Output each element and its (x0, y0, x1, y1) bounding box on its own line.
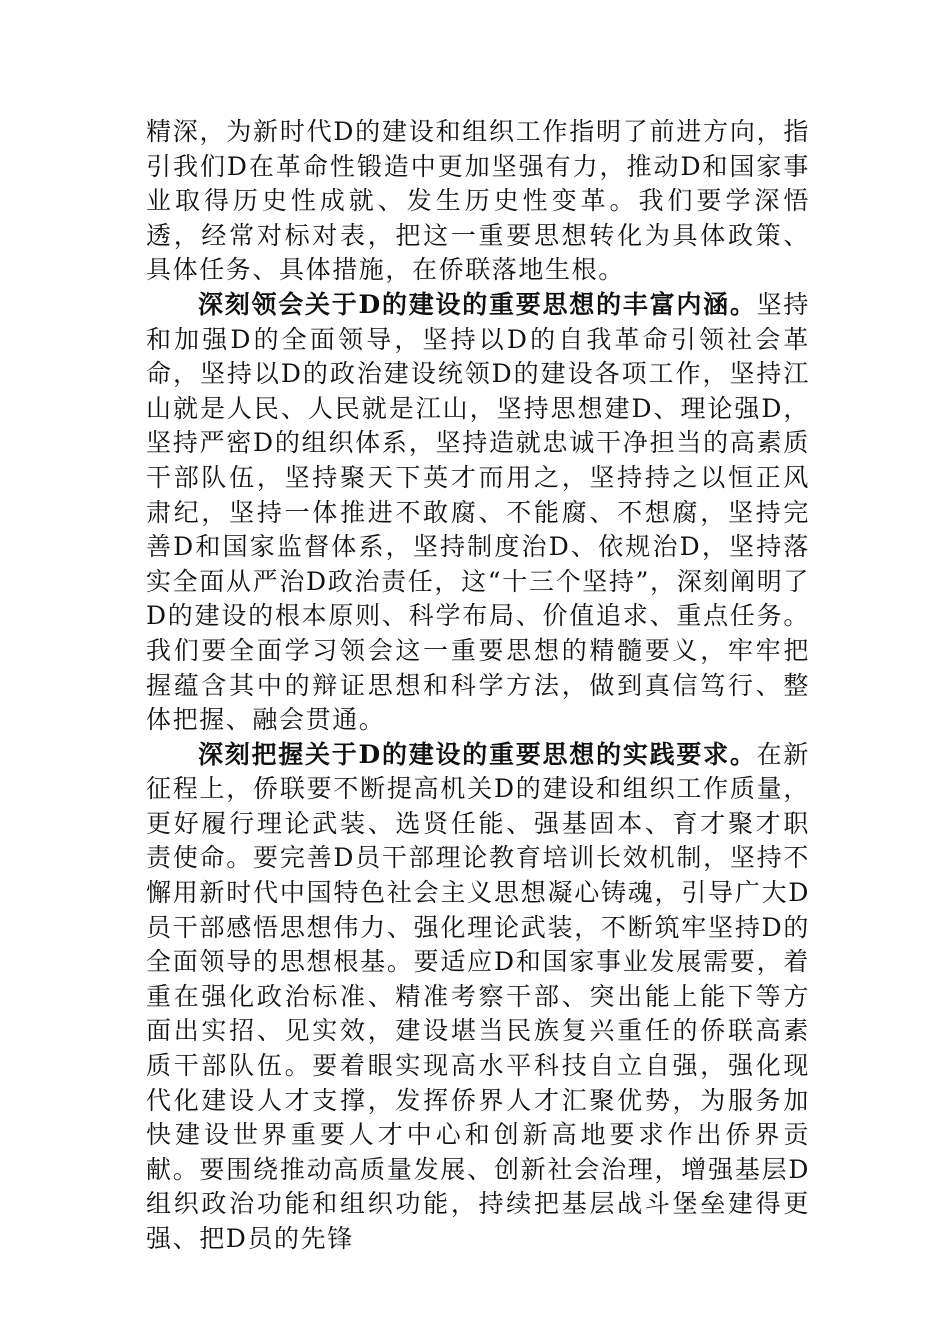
document-body (146, 115, 810, 1257)
paragraph-lead: 深刻领会关于D的建设的重要思想的丰富内涵。 (198, 289, 757, 319)
paragraph-continuation (146, 115, 810, 288)
paragraph-text: 精深，为新时代D的建设和组织工作指明了前进方向，指引我们D在革命性锻造中更加坚强有力，推动D和国家事业取得历史性成就、发生历史性变革。我们要学深悟透，经常对标对表，把这一重要思想转化为具体政策、具体任务、具体措施，在侨联落地生根。 (146, 117, 810, 285)
paragraph-text: 在新征程上，侨联要不断提高机关D的建设和组织工作质量，更好履行理论武装、选贤任能、强基固本、育才聚才职责使命。要完善D员干部理论教育培训长效机制，坚持不懈用新时代中国特色社会主义思想凝心铸魂，引导广大D员干部感悟思想伟力、强化理论武装，不断筑牢坚持D的全面领导的思想根基。要适应D和国家事业发展需要，着重在强化政治标准、精准考察干部、突出能上能下等方面出实招、见实效，建设堪当民族复兴重任的侨联高素质干部队伍。要着眼实现高水平科技自立自强，强化现代化建设人才支撑，发挥侨界人才汇聚优势，为服务加快建设世界重要人才中心和创新高地要求作出侨界贡献。要围绕推动高质量发展、创新社会治理，增强基层D组织政治功能和组织功能，持续把基层战斗堡垒建得更强、把D员的先锋 (146, 739, 810, 1253)
paragraph-practice (146, 738, 810, 1257)
paragraph-text: 坚持和加强D的全面领导，坚持以D的自我革命引领社会革命，坚持以D的政治建设统领D的建设各项工作，坚持江山就是人民、人民就是江山，坚持思想建D、理论强D，坚持严密D的组织体系，坚持造就忠诚干净担当的高素质干部队伍，坚持聚天下英才而用之，坚持持之以恒正风肃纪，坚持一体推进不敢腐、不能腐、不想腐，坚持完善D和国家监督体系，坚持制度治D、依规治D，坚持落实全面从严治D政治责任，这“十三个坚持”，深刻阐明了D的建设的根本原则、科学布局、价值追求、重点任务。我们要全面学习领会这一重要思想的精髓要义，牢牢把握蕴含其中的辩证思想和科学方法，做到真信笃行、整体把握、融会贯通。 (146, 289, 810, 735)
paragraph-lead: 深刻把握关于D的建设的重要思想的实践要求。 (198, 739, 757, 769)
paragraph-connotation (146, 288, 810, 738)
